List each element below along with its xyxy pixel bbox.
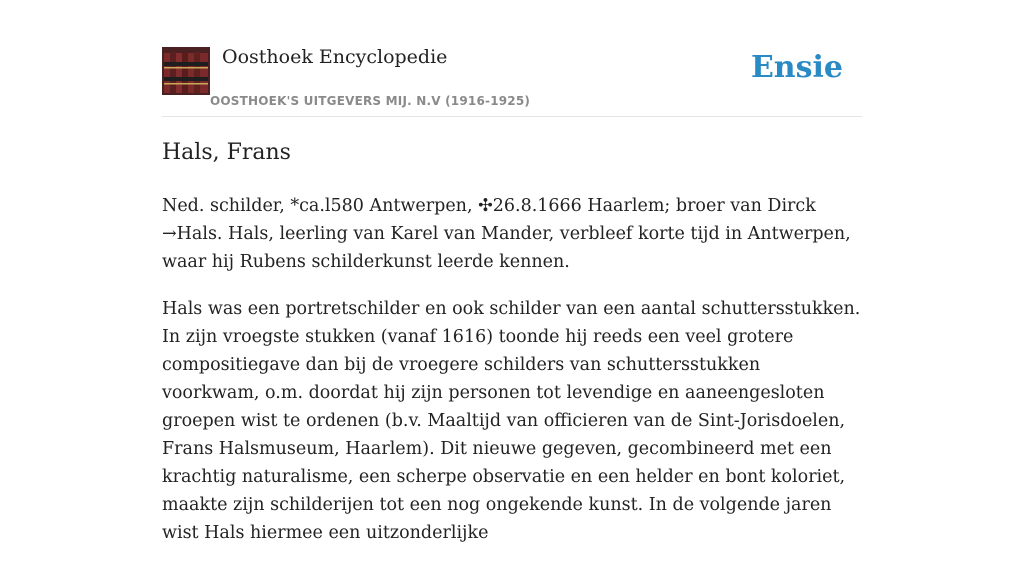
article-paragraph: Hals was een portretschilder en ook schilder van een aantal schuttersstukken. In zijn vroegste stukken (vanaf 1616) toonde hij reeds een veel grotere compositiegave dan bij de vroegere schilders van schuttersstukken voorkwam, o.m. doordat hij zijn personen tot levendige en aaneengesloten groepen wist te ordenen (b.v. Maaltijd van officieren van de Sint-Jorisdoelen, Frans Halsmuseum, Haarlem). Dit nieuwe gegeven, gecombineerd met een krachtig naturalisme, een scherpe observatie en een helder en bont koloriet, maakte zijn schilderijen tot een nog ongekende kunst. In de volgende jaren wist Hals hiermee een uitzonderlijke xyxy=(162,299,861,543)
article-body xyxy=(162,192,862,566)
brand-logo[interactable]: Ensie xyxy=(750,50,843,85)
encyclopedia-books-icon[interactable] xyxy=(162,47,210,95)
article-paragraph: Ned. schilder, *ca.l580 Antwerpen, ✣26.8.1666 Haarlem; broer van Dirck →Hals. Hals, leerling van Karel van Mander, verbleef korte tijd in Antwerpen, waar hij Rubens schilderkunst leerde kennen. xyxy=(162,196,851,272)
site-header xyxy=(162,46,862,117)
entry-title: Hals, Frans xyxy=(162,140,291,165)
site-title[interactable]: Oosthoek Encyclopedie xyxy=(222,46,448,68)
publisher-label: OOSTHOEK'S UITGEVERS MIJ. N.V (1916-1925) xyxy=(210,94,531,108)
